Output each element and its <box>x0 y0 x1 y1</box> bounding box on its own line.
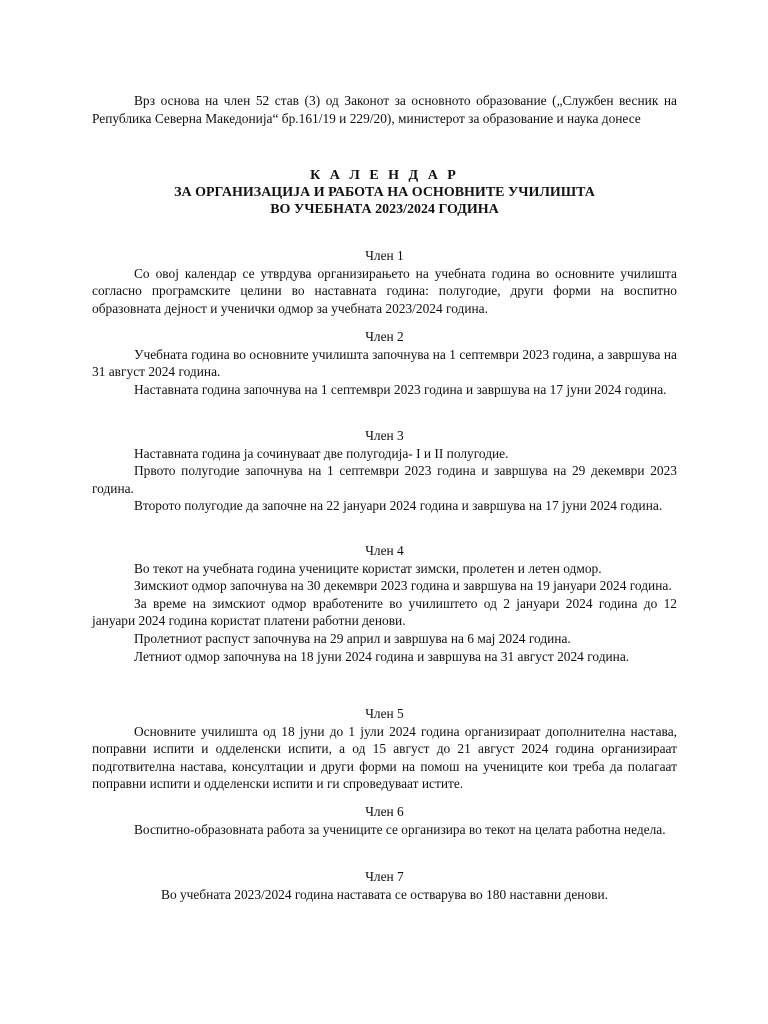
article-4 <box>92 542 677 665</box>
article-heading: Член 3 <box>365 428 404 443</box>
article-paragraph: Во текот на учебната година учениците користат зимски, пролетен и летен одмор. <box>134 560 602 576</box>
article-2 <box>92 328 677 398</box>
article-paragraph: Наставната година започнува на 1 септември 2023 година и завршува на 17 јуни 2024 година. <box>134 381 667 397</box>
article-heading: Член 7 <box>365 869 404 884</box>
article-paragraph: Учебната година во основните училишта започнува на 1 септември 2023 година, а завршува на 31 август 2024 година. <box>92 346 677 380</box>
document-title <box>92 167 677 218</box>
title-line-3: ВО УЧЕБНАТА 2023/2024 ГОДИНА <box>270 202 499 217</box>
article-5 <box>92 705 677 793</box>
title-line-1: К А Л Е Н Д А Р <box>310 168 459 183</box>
article-7 <box>92 868 677 903</box>
article-heading: Член 6 <box>365 804 404 819</box>
preamble <box>92 92 677 127</box>
article-paragraph: Летниот одмор започнува на 18 јуни 2024 година и завршува на 31 август 2024 година. <box>134 648 630 664</box>
article-3 <box>92 427 677 515</box>
article-paragraph: За време на зимскиот одмор вработените во училиштето од 2 јануари 2024 година до 12 јануари 2024 година користат платени работни денови. <box>92 595 677 629</box>
article-paragraph: Пролетниот распуст започнува на 29 април и завршува на 6 мај 2024 година. <box>134 630 571 646</box>
title-line-2: ЗА ОРГАНИЗАЦИЈА И РАБОТА НА ОСНОВНИТЕ УЧИЛИШТА <box>174 185 595 200</box>
article-6 <box>92 803 677 838</box>
article-paragraph: Основните училишта од 18 јуни до 1 јули 2024 година организираат дополнителна настава, поправни испити и одделенски испити, а од 15 август до 21 август 2024 година организираат подготвителна настава, консултации и други форми на помош на учениците кои треба да полагаат поправни испити и одделенски испити и ги спроведуваат истите. <box>92 723 677 792</box>
article-heading: Член 2 <box>365 329 404 344</box>
article-paragraph: Во учебната 2023/2024 година наставата се остварува во 180 наставни денови. <box>161 886 608 902</box>
article-paragraph: Првото полугодие започнува на 1 септември 2023 година и завршува на 29 декември 2023 година. <box>92 463 677 496</box>
article-paragraph: Воспитно-образовната работа за учениците се организира во текот на целата работна недела. <box>134 821 666 837</box>
article-heading: Член 4 <box>365 543 404 558</box>
article-1 <box>92 247 677 317</box>
article-paragraph: Наставната година ја сочинуваат две полугодија- I и II полугодие. <box>134 445 509 461</box>
article-heading: Член 1 <box>365 248 404 263</box>
article-paragraph: Второто полугодие да започне на 22 јануари 2024 година и завршува на 17 јуни 2024 година. <box>134 498 663 514</box>
article-paragraph: Зимскиот одмор започнува на 30 декември 2023 година и завршува на 19 јануари 2024 година. <box>134 578 672 594</box>
article-paragraph: Со овој календар се утврдува организирањето на учебната година во основните училишта согласно програмските целини во наставната година: полугодие, други форми на воспитно образовната дејност и ученички одмор за учебната 2023/2024 година. <box>92 265 677 316</box>
article-heading: Член 5 <box>365 706 404 721</box>
preamble-text: Врз основа на член 52 став (3) од Законот за основното образование („Службен весник на Република Северна Македонија“ бр.161/19 и 229/20), министерот за образование и наука донесе <box>92 93 677 126</box>
